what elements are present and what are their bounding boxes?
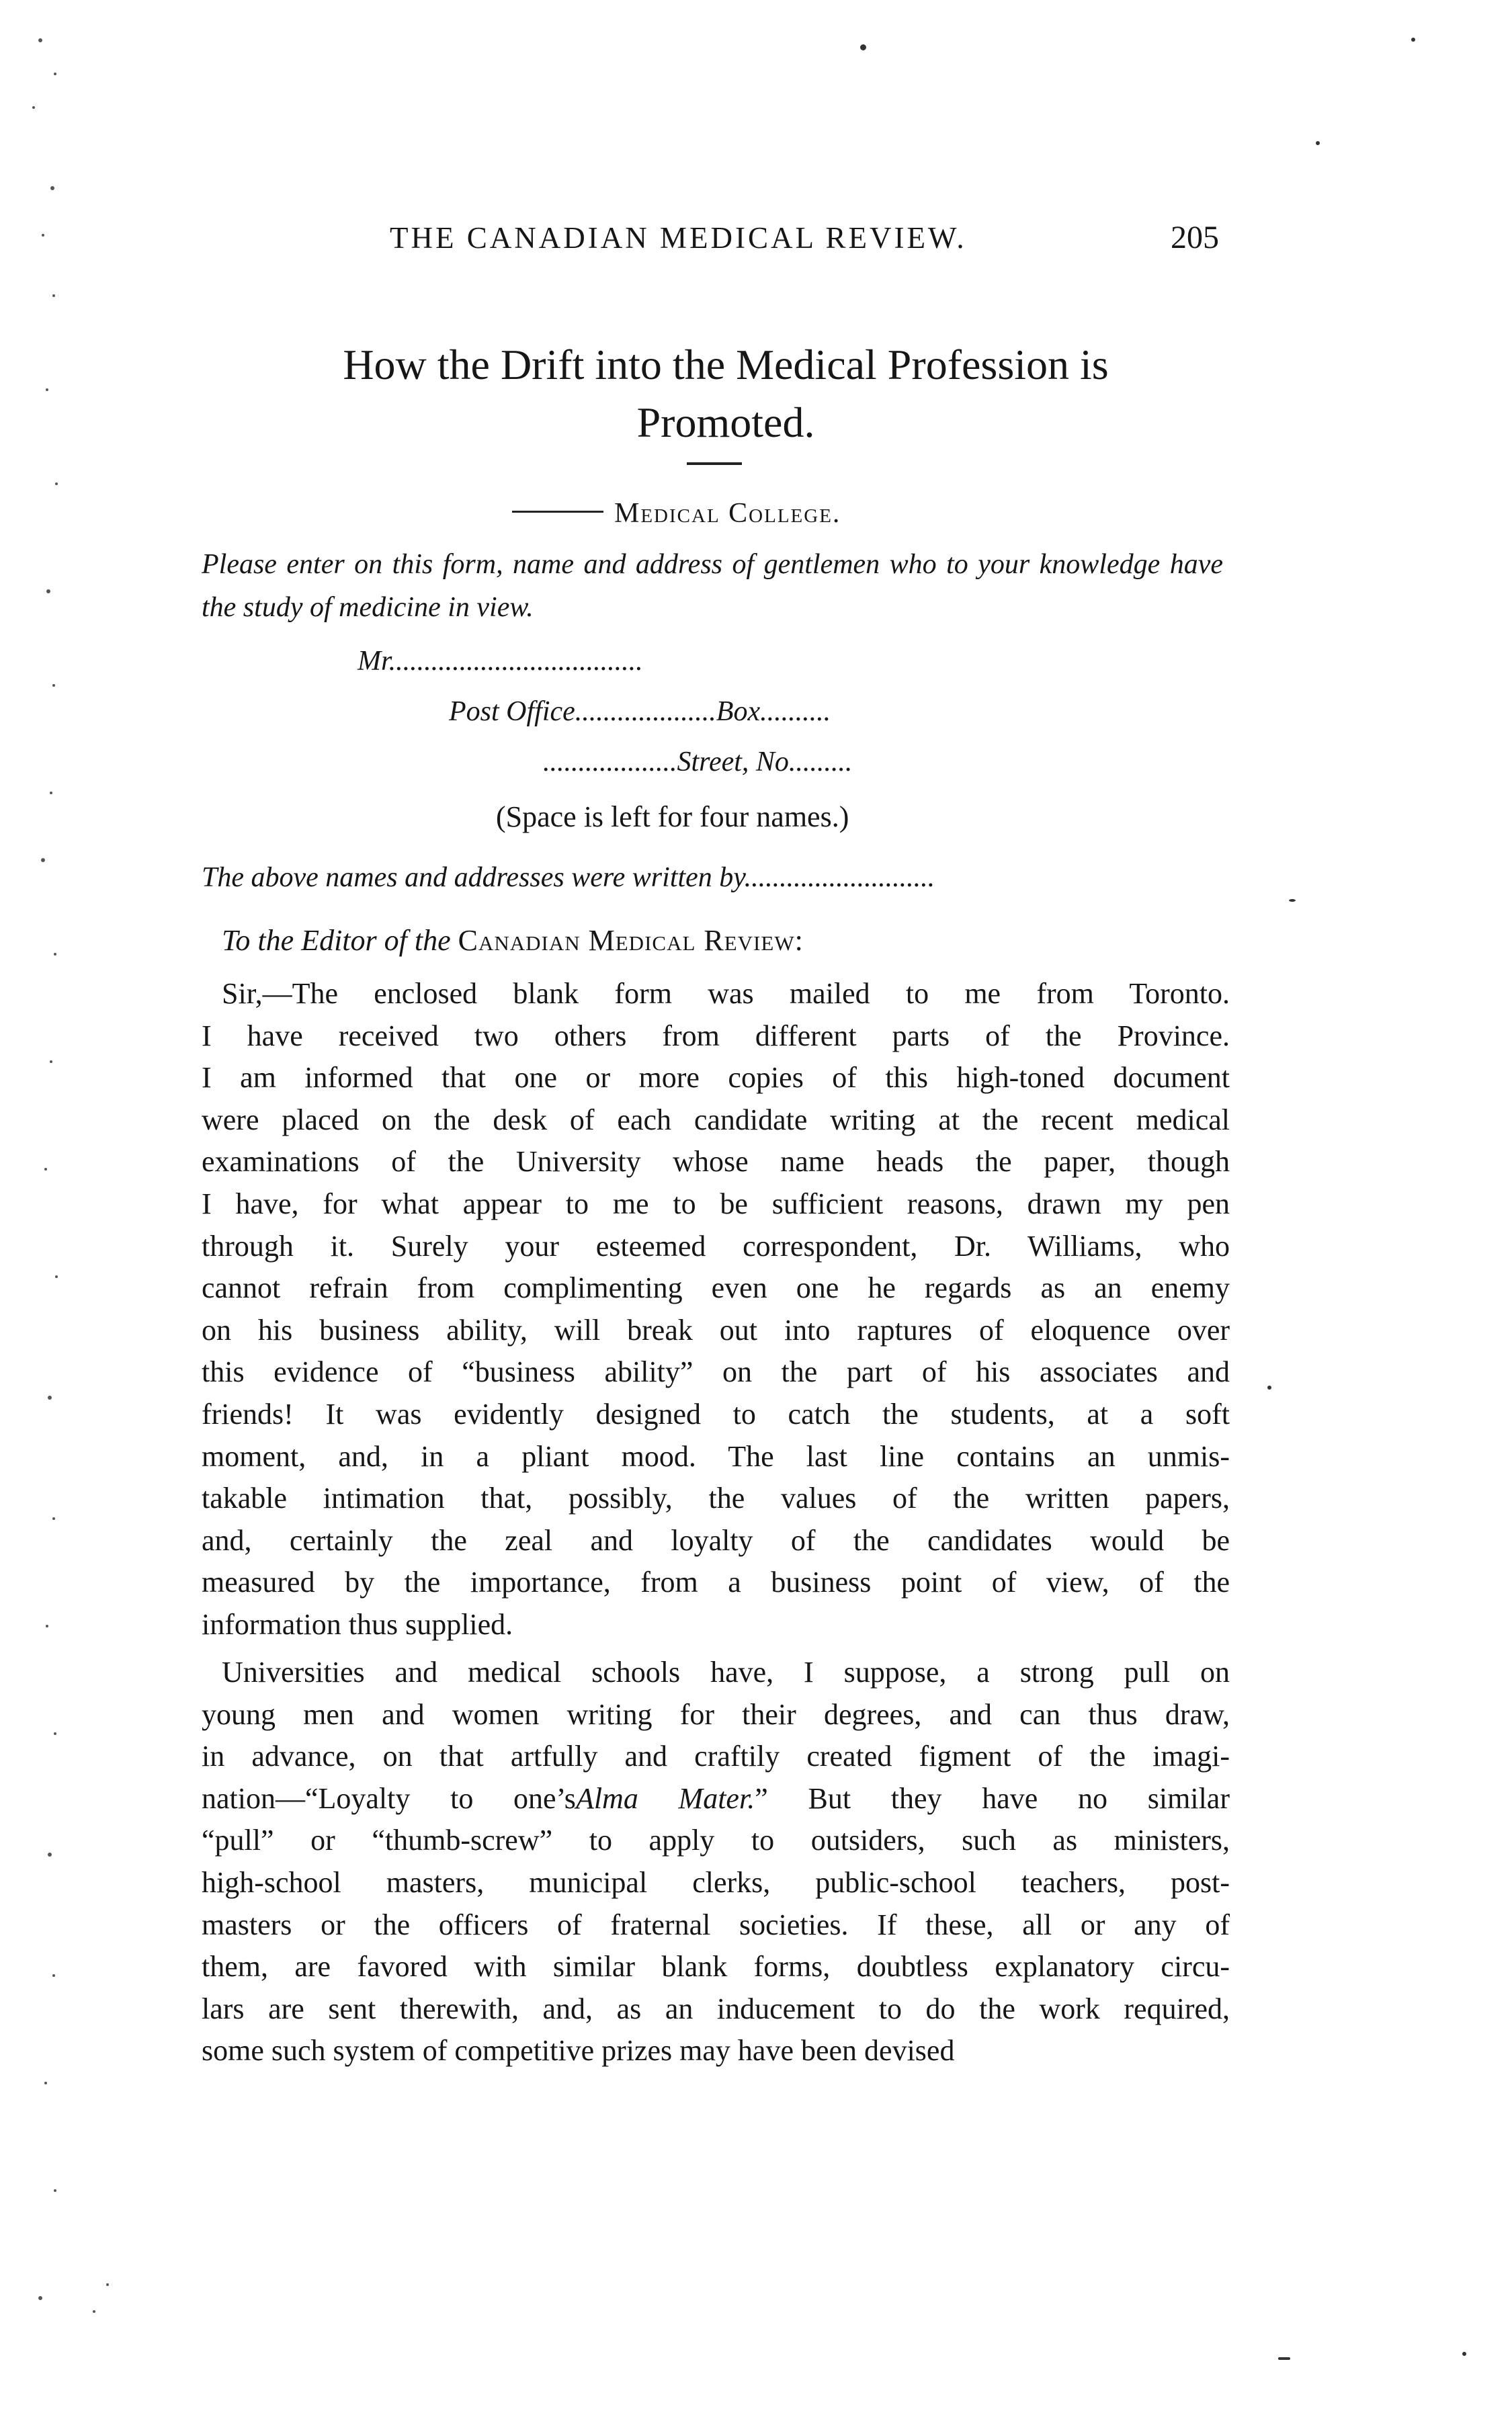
text-line: moment, and, in a pliant mood. The last line contains an unmis- [202, 1439, 1230, 1473]
form-college-label: Medical College. [614, 498, 841, 529]
text-line: I have, for what appear to me to be sufficient reasons, drawn my pen [202, 1187, 1230, 1220]
letter-salutation [222, 923, 803, 958]
text-line: Universities and medical schools have, I suppose, a strong pull on [222, 1656, 1230, 1689]
text-line: through it. Surely your esteemed correspondent, Dr. Williams, who [202, 1229, 1230, 1263]
form-college-heading [512, 497, 841, 529]
text-line: “pull” or “thumb-screw” to apply to outsiders, such as ministers, [202, 1824, 1230, 1857]
text-line: in advance, on that artfully and craftily created figment of the imagi- [202, 1740, 1230, 1773]
text-line: this evidence of “business ability” on the part of his associates and [202, 1355, 1230, 1389]
article-title-line-2: Promoted. [636, 398, 815, 446]
text-line-alma-mater [202, 1778, 1230, 1820]
alma-mater-italic: Alma Mater. [575, 1781, 755, 1815]
text-line: cannot refrain from complimenting even one he regards as an enemy [202, 1271, 1230, 1305]
title-rule [687, 462, 742, 465]
form-post-office-line: Post Office....................Box.......... [449, 696, 831, 727]
text-line: I am informed that one or more copies of this high-toned document [202, 1061, 1230, 1095]
paper-speck [1267, 1386, 1271, 1390]
text-line: lars are sent therewith, and, as an inducement to do the work required, [202, 1992, 1230, 2025]
text-line: information thus supplied. [202, 1607, 513, 1641]
letter-paragraph-2 [202, 1652, 1230, 2072]
running-head: THE CANADIAN MEDICAL REVIEW. [390, 221, 967, 255]
text-line: them, are favored with similar blank forms, doubtless explanatory circu- [202, 1950, 1230, 1984]
form-mr-line: Mr.................................... [358, 646, 643, 677]
paper-speck [1278, 2357, 1290, 2360]
paper-speck [1316, 141, 1320, 145]
text-line: friends! It was evidently designed to catch the students, at a soft [202, 1397, 1230, 1431]
form-dash [512, 511, 603, 513]
article-title [202, 336, 1250, 452]
form-space-note: (Space is left for four names.) [496, 800, 849, 833]
paper-speck [1289, 899, 1296, 902]
text-line: I have received two others from different parts of the Province. [202, 1019, 1230, 1052]
text-line: on his business ability, will break out into raptures of eloquence over [202, 1313, 1230, 1347]
text-line: examinations of the University whose name heads the paper, though [202, 1145, 1230, 1179]
salutation-prefix: To the Editor of the [222, 924, 451, 957]
text-line: were placed on the desk of each candidate writing at the recent medical [202, 1103, 1230, 1136]
text-line: measured by the importance, from a business point of view, of the [202, 1566, 1230, 1599]
text-fragment: ” But they have no similar [755, 1781, 1230, 1815]
paper-speck [1411, 38, 1415, 42]
letter-paragraph-1 [202, 973, 1230, 1646]
text-line: Sir,—The enclosed blank form was mailed to me from Toronto. [222, 977, 1230, 1010]
text-fragment: nation—“Loyalty to one’s [202, 1781, 576, 1815]
paper-speck [860, 44, 866, 50]
page-number: 205 [1171, 220, 1219, 255]
paper-speck [1462, 2352, 1466, 2356]
text-line: high-school masters, municipal clerks, public-school teachers, post- [202, 1865, 1230, 1899]
form-instructions: Please enter on this form, name and address of gentlemen who to your knowledge have the study of medicine in view. [202, 549, 1223, 623]
text-line: and, certainly the zeal and loyalty of the candidates would be [202, 1523, 1230, 1557]
form-street-line: ...................Street, No......... [543, 747, 853, 777]
article-title-line-1: How the Drift into the Medical Profession is [343, 341, 1109, 388]
salutation-journal: Canadian Medical Review [458, 924, 795, 957]
salutation-suffix: : [794, 924, 803, 957]
text-line: young men and women writing for their degrees, and can thus draw, [202, 1697, 1230, 1731]
margin-specks [13, 13, 121, 2365]
form-written-by-line: The above names and addresses were written by........................... [202, 862, 935, 893]
text-line: masters or the officers of fraternal societies. If these, all or any of [202, 1908, 1230, 1941]
text-line: some such system of competitive prizes may have been devised [202, 2034, 955, 2068]
text-line: takable intimation that, possibly, the values of the written papers, [202, 1482, 1230, 1515]
